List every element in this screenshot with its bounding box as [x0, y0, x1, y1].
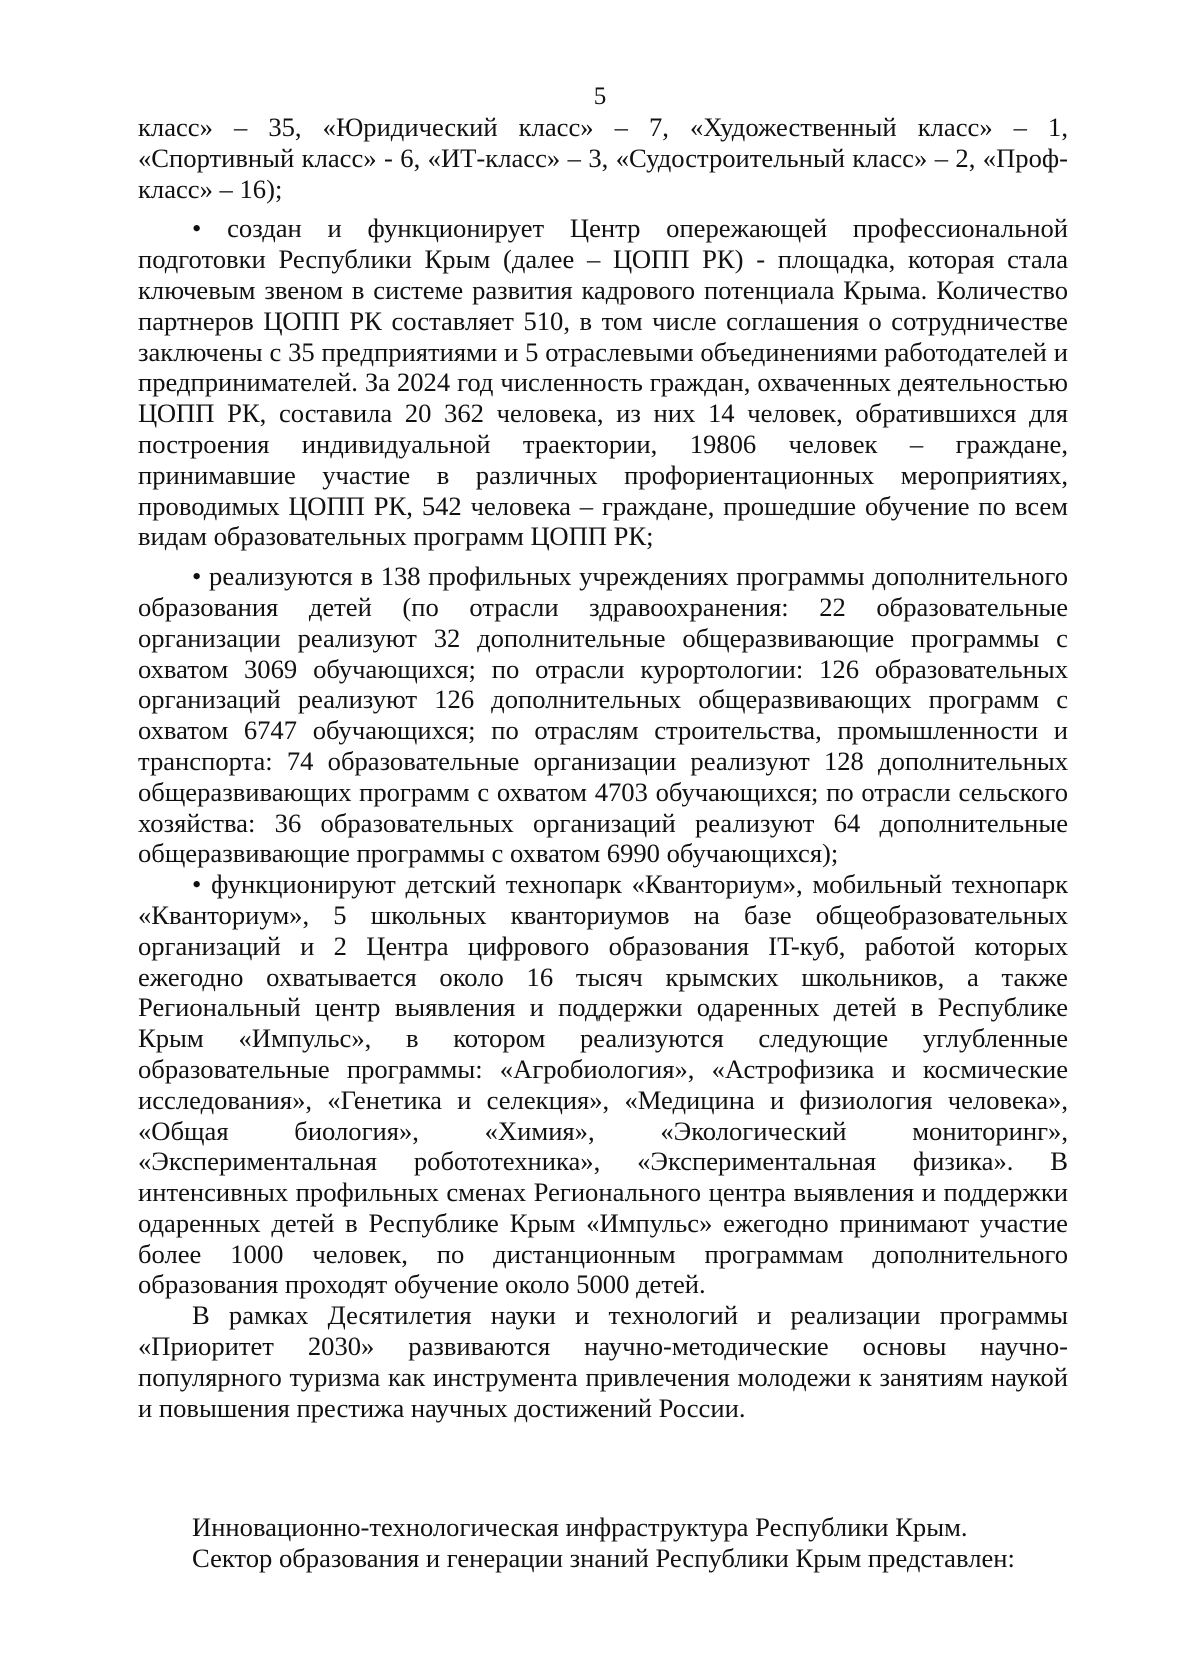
infrastructure-heading: Инновационно-технологическая инфраструктура Республики Крым. [192, 1512, 968, 1542]
sector-line: Сектор образования и генерации знаний Республики Крым представлен: [192, 1543, 1015, 1573]
decade-paragraph: В рамках Десятилетия науки и технологий и реализации программы «Приоритет 2030» развиваются научно-методические основы научно-популярного туризма как инструмента привлечения молодежи к занятиям наукой и повышения престижа научных достижений России. [138, 1300, 1068, 1423]
page-number: 5 [593, 83, 607, 110]
continuation-paragraph: класс» – 35, «Юридический класс» – 7, «Художественный класс» – 1, «Спортивный класс» - 6, «ИТ-класс» – 3, «Судостроительный класс» – 2, «Проф-класс» – 16); [138, 112, 1068, 204]
bullet-copp-paragraph: • создан и функционирует Центр опережающей профессиональной подготовки Республики Крым (далее – ЦОПП РК) - площадка, которая стала ключевым звеном в системе развития кадрового потенциала Крыма. Количество партнеров ЦОПП РК составляет 510, в том числе соглашения о сотрудничестве заключены с 35 предприятиями и 5 отраслевыми объединениями работодателей и предпринимателей. За 2024 год численность граждан, охваченных деятельностью ЦОПП РК, составила 20 362 человека, из них 14 человек, обратившихся для построения индивидуальной траектории, 19806 человек – граждане, принимавшие участие в различных профориентационных мероприятиях, проводимых ЦОПП РК, 542 человека – граждане, прошедшие обучение по всем видам образовательных программ ЦОПП РК; [138, 213, 1068, 552]
document-body [138, 112, 1068, 1423]
section-intro [138, 1512, 1068, 1574]
bullet-kvantorium-paragraph: • функционируют детский технопарк «Кванториум», мобильный технопарк «Кванториум», 5 школьных кванториумов на базе общеобразовательных организаций и 2 Центра цифрового образования IT-куб, работой которых ежегодно охватывается около 16 тысяч крымских школьников, а также Региональный центр выявления и поддержки одаренных детей в Республике Крым «Импульс», в котором реализуются следующие углубленные образовательные программы: «Агробиология», «Астрофизика и космические исследования», «Генетика и селекция», «Медицина и физиология человека», «Общая биология», «Химия», «Экологический мониторинг», «Экспериментальная робототехника», «Экспериментальная физика». В интенсивных профильных сменах Регионального центра выявления и поддержки одаренных детей в Республике Крым «Импульс» ежегодно принимают участие более 1000 человек, по дистанционным программам дополнительного образования проходят обучение около 5000 детей. [138, 869, 1068, 1300]
bullet-programs-paragraph: • реализуются в 138 профильных учреждениях программы дополнительного образования детей (по отрасли здравоохранения: 22 образовательные организации реализуют 32 дополнительные общеразвивающие программы с охватом 3069 обучающихся; по отрасли курортологии: 126 образовательных организаций реализуют 126 дополнительных общеразвивающих программ с охватом 6747 обучающихся; по отраслям строительства, промышленности и транспорта: 74 образовательные организации реализуют 128 дополнительных общеразвивающих программ с охватом 4703 обучающихся; по отрасли сельского хозяйства: 36 образовательных организаций реализуют 64 дополнительные общеразвивающие программы с охватом 6990 обучающихся); [138, 561, 1068, 869]
